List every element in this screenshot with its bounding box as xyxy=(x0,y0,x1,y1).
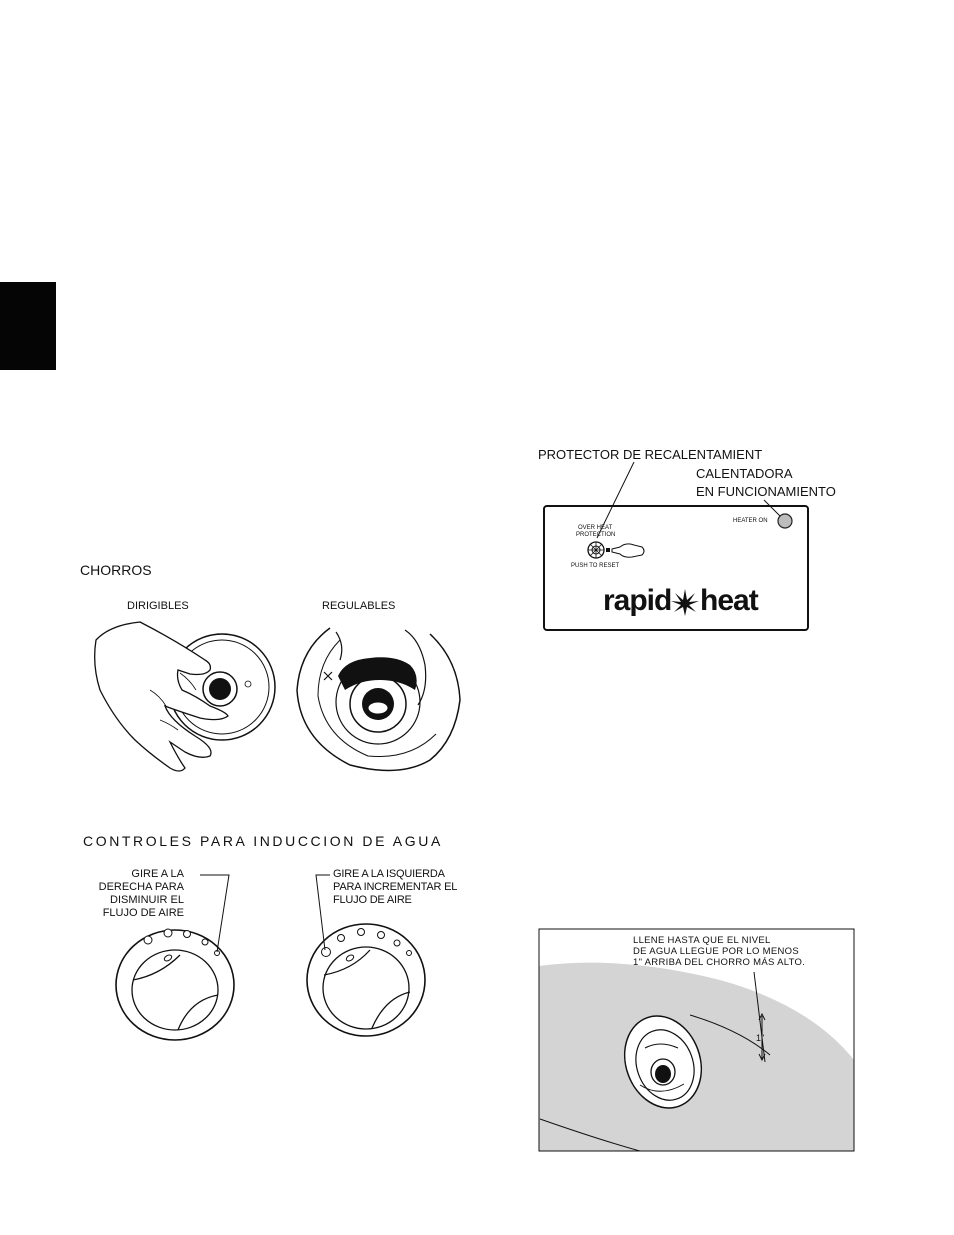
fill-note-line1: LLENE HASTA QUE EL NIVEL xyxy=(633,935,771,946)
heater-on-callout-line1: CALENTADORA xyxy=(696,466,793,481)
right-turn-line: GIRE A LA xyxy=(131,868,184,880)
water-controls-title: CONTROLES PARA INDUCCION DE AGUA xyxy=(83,833,443,849)
fill-note-line2: DE AGUA LLEGUE POR LO MENOS xyxy=(633,946,799,957)
pointing-hand-icon xyxy=(612,544,644,557)
panel-push-reset-text: PUSH TO RESET xyxy=(571,563,620,569)
jets-directional-label: DIRIGIBLES xyxy=(127,600,189,612)
right-turn-instructions xyxy=(70,868,184,920)
fill-note-line3: 1" ARRIBA DEL CHORRO MÁS ALTO. xyxy=(633,957,806,968)
panel-heater-on-text: HEATER ON xyxy=(733,518,768,524)
jets-title: CHORROS xyxy=(80,562,152,578)
right-turn-line: DISMINUIR EL xyxy=(110,894,184,906)
reset-button-icon xyxy=(588,542,604,558)
panel-overheat-text-line2: PROTECTION xyxy=(576,532,616,538)
panel-overheat-text-line1: OVER HEAT xyxy=(578,525,613,531)
adjustable-jet-illustration xyxy=(297,628,460,770)
left-turn-line: GIRE A LA ISQUIERDA xyxy=(333,868,445,880)
directional-jet-illustration xyxy=(95,622,275,771)
overheat-callout-label: PROTECTOR DE RECALENTAMIENT xyxy=(538,447,763,462)
heater-control-panel xyxy=(544,462,808,630)
heater-on-indicator-light xyxy=(778,514,792,528)
right-turn-line: FLUJO DE AIRE xyxy=(102,907,184,919)
right-turn-line: DERECHA PARA xyxy=(98,881,184,893)
brand-rapid: rapid xyxy=(603,584,672,617)
left-turn-instructions xyxy=(333,868,457,907)
fill-measure-label: 1" xyxy=(756,1033,765,1043)
heater-on-callout-line2: EN FUNCIONAMIENTO xyxy=(696,484,836,499)
rapid-heat-flame-logo xyxy=(671,589,699,616)
jets-adjustable-label: REGULABLES xyxy=(322,600,396,612)
left-turn-line: FLUJO DE AIRE xyxy=(333,894,412,906)
left-turn-line: PARA INCREMENTAR EL xyxy=(333,881,458,893)
brand-heat: heat xyxy=(700,584,758,617)
